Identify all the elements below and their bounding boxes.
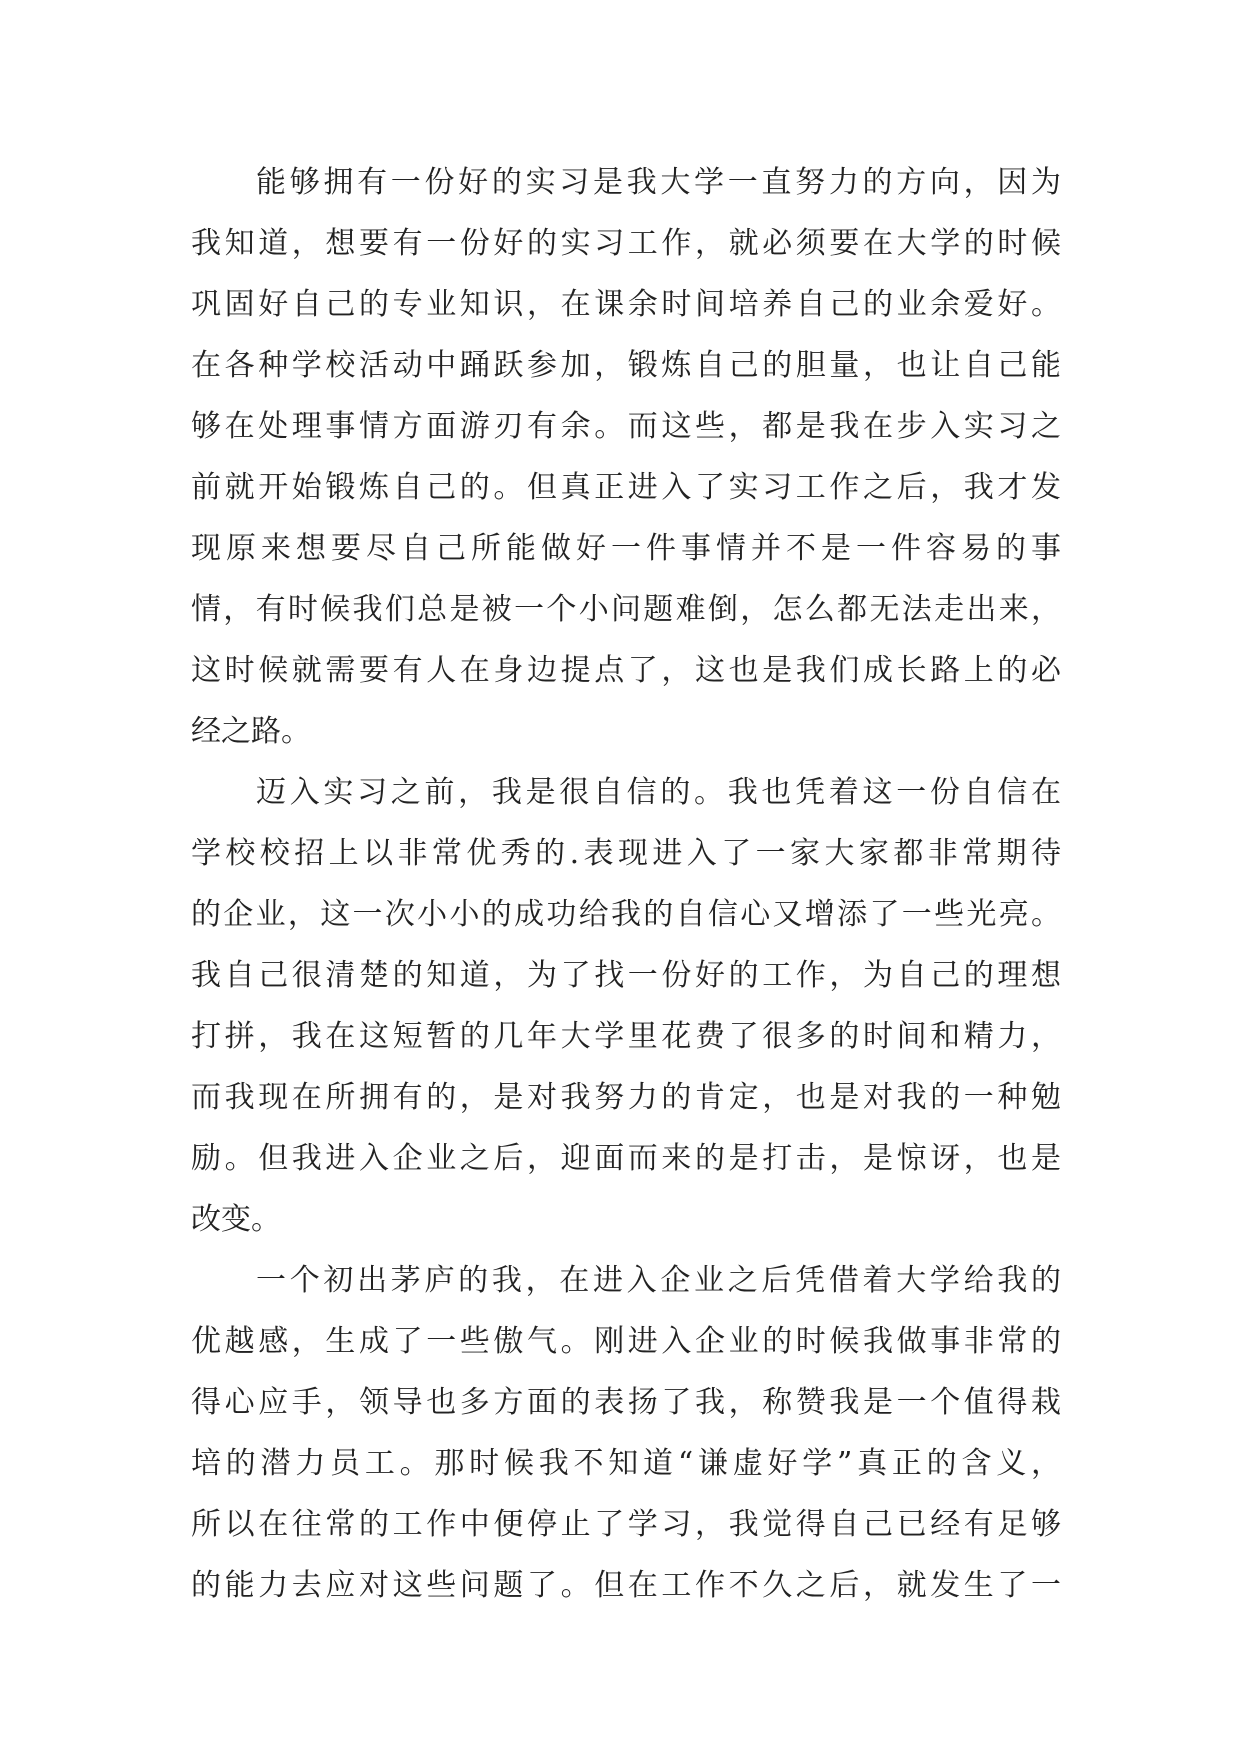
paragraph-line: 情，有时候我们总是被一个小问题难倒，怎么都无法走出来， (191, 592, 1061, 627)
paragraph-line: 现原来想要尽自己所能做好一件事情并不是一件容易的事 (191, 531, 1061, 566)
paragraph-line: 能够拥有一份好的实习是我大学一直努力的方向，因为 (256, 165, 1061, 200)
paragraph-line: 优越感，生成了一些傲气。刚进入企业的时候我做事非常的 (191, 1324, 1061, 1359)
paragraph-line: 我知道，想要有一份好的实习工作，就必须要在大学的时候 (191, 226, 1061, 261)
paragraph-line: 励。但我进入企业之后，迎面而来的是打击，是惊讶，也是 (191, 1141, 1061, 1176)
paragraph-3 (191, 1250, 1061, 1616)
paragraph-line: 学校校招上以非常优秀的.表现进入了一家大家都非常期待 (191, 836, 1061, 871)
paragraph-line: 的企业，这一次小小的成功给我的自信心又增添了一些光亮。 (191, 897, 1061, 932)
paragraph-line: 所以在往常的工作中便停止了学习，我觉得自己已经有足够 (191, 1507, 1061, 1542)
paragraph-line: 而我现在所拥有的，是对我努力的肯定，也是对我的一种勉 (191, 1080, 1061, 1115)
paragraph-2 (191, 762, 1061, 1250)
paragraph-line: 经之路。 (191, 714, 311, 749)
paragraph-line: 迈入实习之前，我是很自信的。我也凭着这一份自信在 (256, 775, 1061, 810)
paragraph-line: 在各种学校活动中踊跃参加，锻炼自己的胆量，也让自己能 (191, 348, 1061, 383)
paragraph-line: 的能力去应对这些问题了。但在工作不久之后，就发生了一 (191, 1568, 1061, 1603)
paragraph-line: 一个初出茅庐的我，在进入企业之后凭借着大学给我的 (256, 1263, 1061, 1298)
paragraph-line: 够在处理事情方面游刃有余。而这些，都是我在步入实习之 (191, 409, 1061, 444)
paragraph-line: 我自己很清楚的知道，为了找一份好的工作，为自己的理想 (191, 958, 1061, 993)
paragraph-line: 培的潜力员工。那时候我不知道“谦虚好学”真正的含义， (191, 1446, 1061, 1481)
paragraph-line: 打拼，我在这短暂的几年大学里花费了很多的时间和精力， (191, 1019, 1061, 1054)
paragraph-line: 巩固好自己的专业知识，在课余时间培养自己的业余爱好。 (191, 287, 1061, 322)
paragraph-line: 得心应手，领导也多方面的表扬了我，称赞我是一个值得栽 (191, 1385, 1061, 1420)
paragraph-line: 这时候就需要有人在身边提点了，这也是我们成长路上的必 (191, 653, 1061, 688)
paragraph-line: 改变。 (191, 1202, 281, 1237)
paragraph-1 (191, 152, 1061, 762)
paragraph-line: 前就开始锻炼自己的。但真正进入了实习工作之后，我才发 (191, 470, 1061, 505)
document-body (191, 152, 1061, 1616)
